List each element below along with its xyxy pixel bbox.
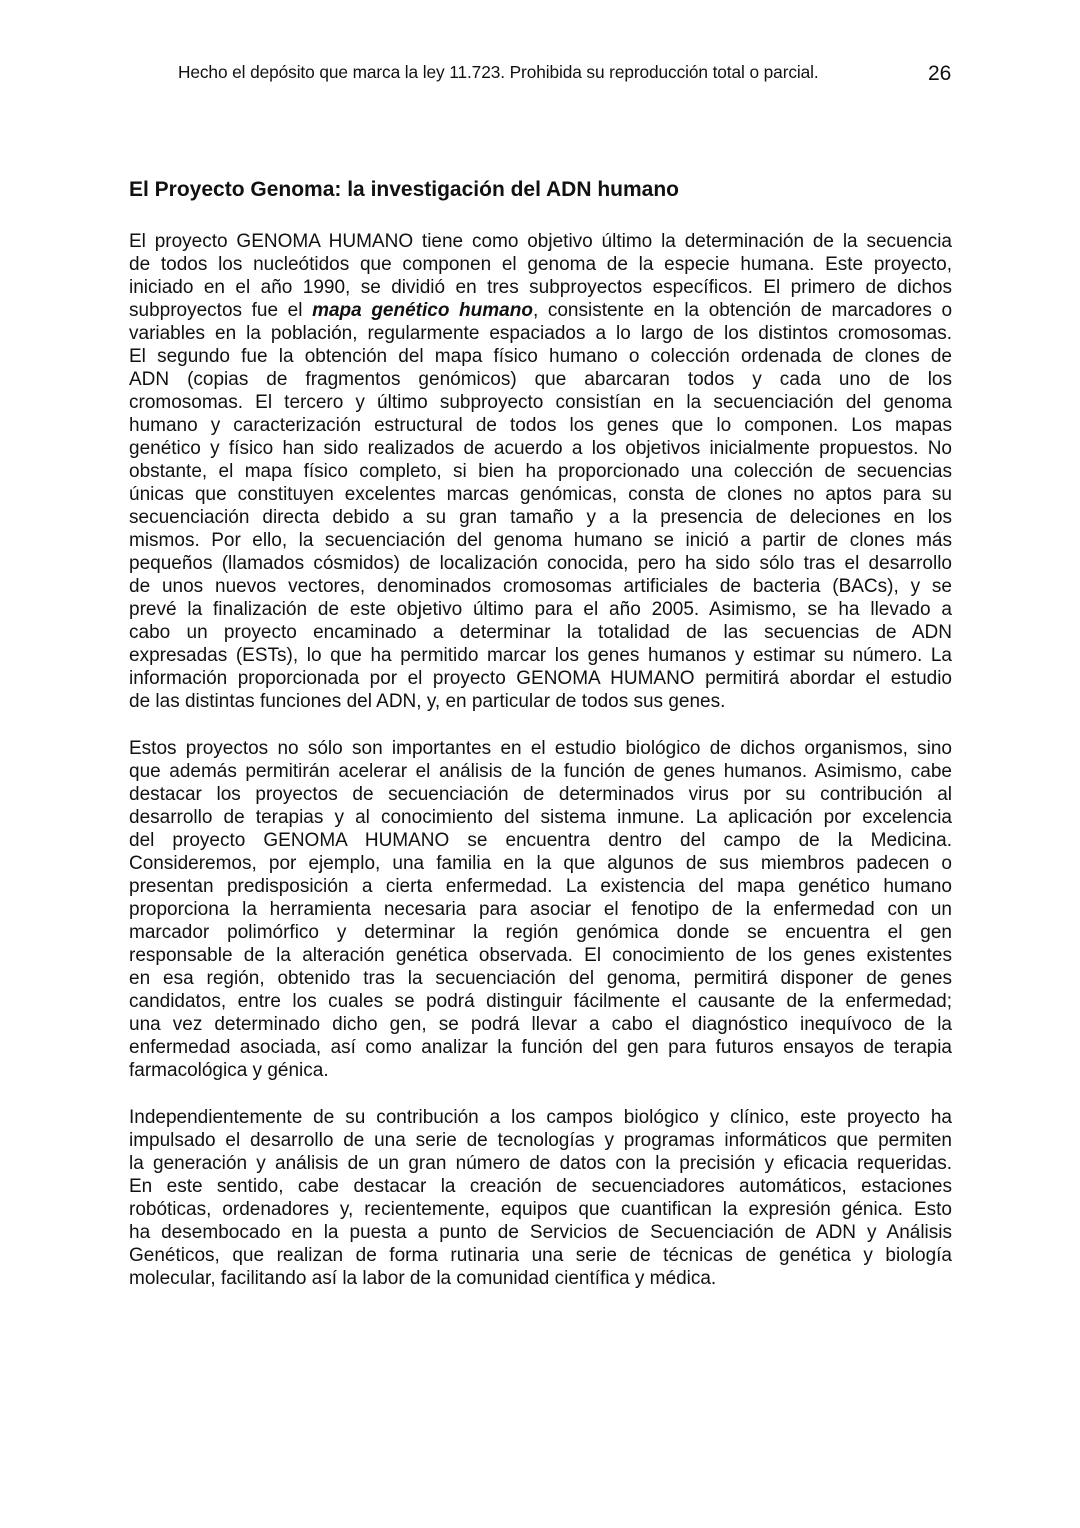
text-line: obstante, el mapa físico completo, si bien ha proporcionado una colección de secuencias (129, 461, 952, 482)
text-line: presentan predisposición a cierta enfermedad. La existencia del mapa genético humano (129, 876, 952, 897)
text-line: Consideremos, por ejemplo, una familia en la que algunos de sus miembros padecen o (129, 853, 952, 874)
text-line: una vez determinado dicho gen, se podrá llevar a cabo el diagnóstico inequívoco de la (129, 1014, 952, 1035)
text-line: robóticas, ordenadores y, recientemente, equipos que cuantifican la expresión génica. Esto (129, 1199, 952, 1220)
text-line: impulsado el desarrollo de una serie de tecnologías y programas informáticos que permiten (129, 1130, 952, 1151)
text-line: candidatos, entre los cuales se podrá distinguir fácilmente el causante de la enfermedad; (129, 991, 952, 1012)
text-line: cromosomas. El tercero y último subproyecto consistían en la secuenciación del genoma (129, 392, 952, 413)
text-line: de unos nuevos vectores, denominados cromosomas artificiales de bacteria (BACs), y se (129, 576, 952, 597)
header-legal-notice: Hecho el depósito que marca la ley 11.723. Prohibida su reproducción total o parcial. (178, 62, 819, 82)
emphasis-term: mapa genético humano (312, 300, 533, 321)
text-line: cabo un proyecto encaminado a determinar la totalidad de las secuencias de ADN (129, 622, 952, 643)
text-line: pequeños (llamados cósmidos) de localización conocida, pero ha sido sólo tras el desarrollo (129, 553, 952, 574)
text-line: responsable de la alteración genética observada. El conocimiento de los genes existentes (129, 945, 952, 966)
text-line: ha desembocado en la puesta a punto de Servicios de Secuenciación de ADN y Análisis (129, 1222, 952, 1243)
text-line: desarrollo de terapias y al conocimiento del sistema inmune. La aplicación por excelencia (129, 807, 952, 828)
text-line: de las distintas funciones del ADN, y, en particular de todos sus genes. (129, 691, 726, 712)
text-line: mismos. Por ello, la secuenciación del genoma humano se inició a partir de clones más (129, 530, 952, 551)
text-line: Independientemente de su contribución a los campos biológico y clínico, este proyecto ha (129, 1107, 952, 1128)
text-line: prevé la finalización de este objetivo último para el año 2005. Asimismo, se ha llevado a (129, 599, 952, 620)
text-segment: subproyectos fue el (129, 300, 313, 321)
text-line-with-emphasis (129, 299, 952, 322)
text-line: El segundo fue la obtención del mapa físico humano o colección ordenada de clones de (129, 346, 952, 367)
text-line: información proporcionada por el proyecto GENOMA HUMANO permitirá abordar el estudio (129, 668, 952, 689)
text-line: Estos proyectos no sólo son importantes en el estudio biológico de dichos organismos, sino (129, 738, 952, 759)
text-line: farmacológica y génica. (129, 1060, 329, 1081)
text-line: variables en la población, regularmente espaciados a lo largo de los distintos cromosomas. (129, 323, 952, 344)
text-line: ADN (copias de fragmentos genómicos) que abarcaran todos y cada uno de los (129, 369, 952, 390)
text-line: secuenciación directa debido a su gran tamaño y a la presencia de deleciones en los (129, 507, 952, 528)
text-line: En este sentido, cabe destacar la creación de secuenciadores automáticos, estaciones (129, 1176, 952, 1197)
text-line: Genéticos, que realizan de forma rutinaria una serie de técnicas de genética y biología (129, 1245, 952, 1266)
paragraph-1 (129, 230, 952, 713)
text-line: del proyecto GENOMA HUMANO se encuentra dentro del campo de la Medicina. (129, 830, 952, 851)
page-number: 26 (928, 62, 952, 85)
text-line: destacar los proyectos de secuenciación de determinados virus por su contribución al (129, 784, 952, 805)
text-line: en esa región, obtenido tras la secuenciación del genoma, permitirá disponer de genes (129, 968, 952, 989)
text-line: proporciona la herramienta necesaria para asociar el fenotipo de la enfermedad con un (129, 899, 952, 920)
text-segment: , consistente en la obtención de marcadores o (532, 300, 953, 321)
paragraph-3 (129, 1106, 952, 1290)
section-title: El Proyecto Genoma: la investigación del ADN humano (129, 178, 679, 201)
text-line: únicas que constituyen excelentes marcas genómicas, consta de clones no aptos para su (129, 484, 952, 505)
text-line: de todos los nucleótidos que componen el genoma de la especie humana. Este proyecto, (129, 254, 952, 275)
text-line: iniciado en el año 1990, se dividió en tres subproyectos específicos. El primero de dichos (129, 277, 952, 298)
text-line: genético y físico han sido realizados de acuerdo a los objetivos inicialmente propuestos. No (129, 438, 952, 459)
text-line: expresadas (ESTs), lo que ha permitido marcar los genes humanos y estimar su número. La (129, 645, 952, 666)
text-line: que además permitirán acelerar el análisis de la función de genes humanos. Asimismo, cabe (129, 761, 952, 782)
paragraph-2 (129, 737, 952, 1082)
text-line: humano y caracterización estructural de todos los genes que lo componen. Los mapas (129, 415, 952, 436)
page-header (0, 62, 1080, 88)
text-line: enfermedad asociada, así como analizar la función del gen para futuros ensayos de terapia (129, 1037, 952, 1058)
text-line: molecular, facilitando así la labor de la comunidad científica y médica. (129, 1268, 717, 1289)
text-line: la generación y análisis de un gran número de datos con la precisión y eficacia requeridas. (129, 1153, 952, 1174)
text-line: El proyecto GENOMA HUMANO tiene como objetivo último la determinación de la secuencia (129, 231, 952, 252)
text-line: marcador polimórfico y determinar la región genómica donde se encuentra el gen (129, 922, 952, 943)
